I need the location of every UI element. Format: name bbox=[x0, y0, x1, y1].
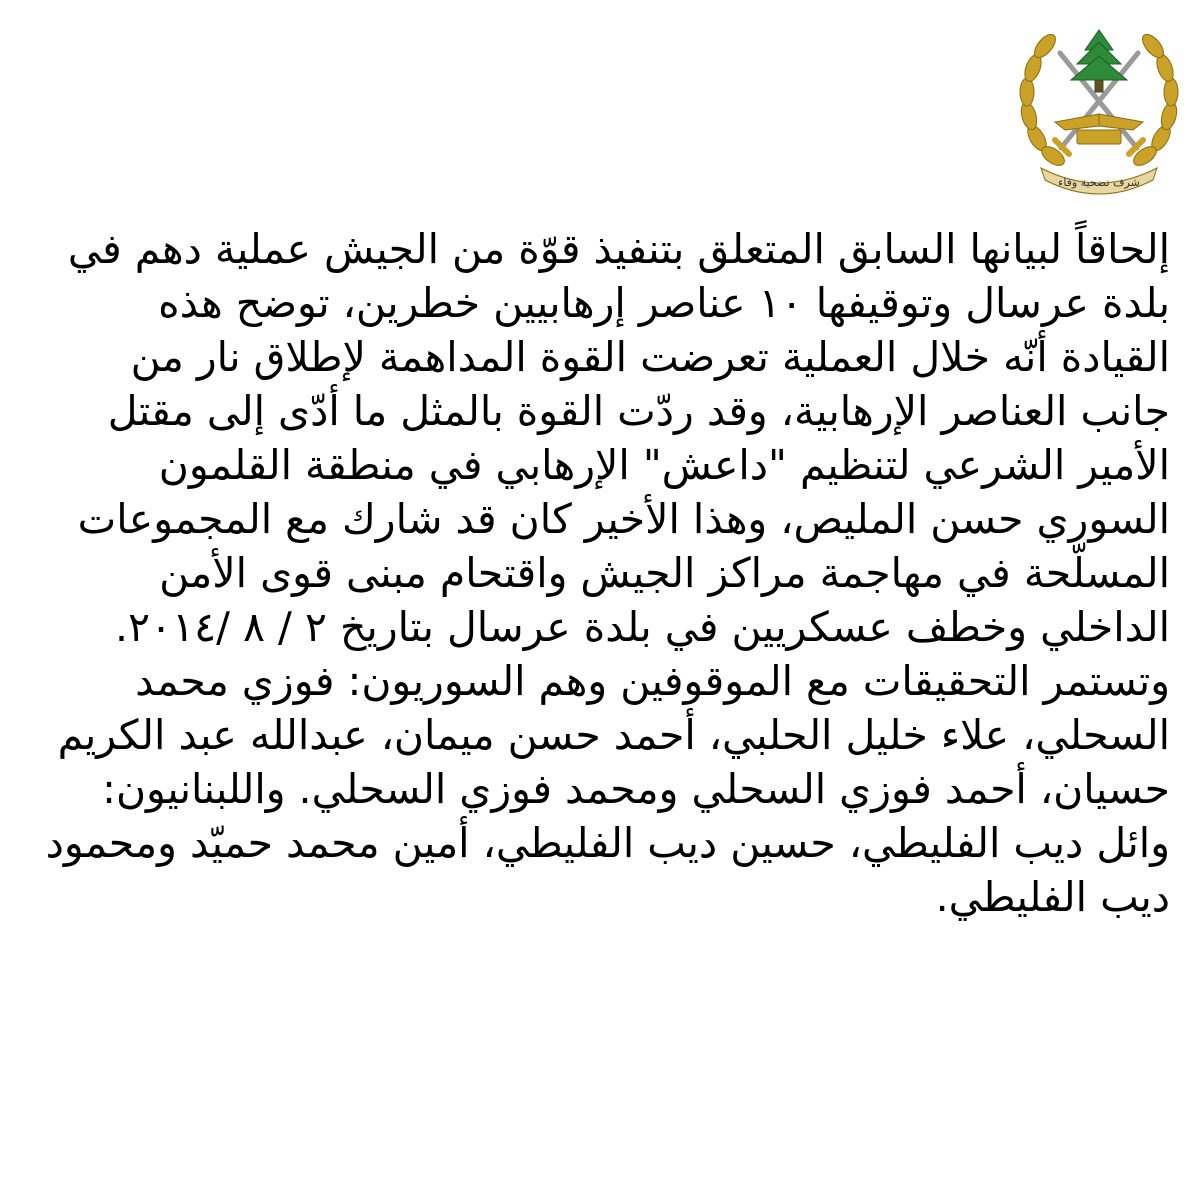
statement-paragraph-2: وتستمر التحقيقات مع الموقوفين وهم السوريون: فوزي محمد السحلي، علاء خليل الحلبي، أحمد حسن ميمان، عبدالله عبد الكريم حسيان، أحمد فوزي السحلي ومحمد فوزي السحلي. واللبنانيون: وائل ديب الفليطي، حسين ديب الفليطي، أمين محمد حميّد ومحمود ديب الفليطي. bbox=[45, 657, 1170, 921]
army-emblem-logo bbox=[1015, 18, 1183, 196]
statement-paragraph-1: إلحاقاً لبيانها السابق المتعلق بتنفيذ قوّة من الجيش عملية دهم في بلدة عرسال وتوقيفها ١٠ عناصر إرهابيين خطرين، توضح هذه القيادة أنّه خلال العملية تعرضت القوة المداهمة لإطلاق نار من جانب العناصر الإرهابية، وقد ردّت القوة بالمثل ما أدّى إلى مقتل الأمير الشرعي لتنظيم "داعش" الإرهابي في منطقة القلمون السوري حسن المليص، وهذا الأخير كان قد شارك مع المجموعات المسلّحة في مهاجمة مراكز الجيش واقتحام مبنى قوى الأمن الداخلي وخطف عسكريين في بلدة عرسال بتاريخ ٢ / ٨ /٢٠١٤. bbox=[67, 225, 1170, 651]
army-statement-body bbox=[40, 222, 1170, 924]
cedar-emblem-icon bbox=[1015, 18, 1183, 196]
emblem-motto: شرف تضحية وفاء bbox=[1058, 176, 1140, 189]
